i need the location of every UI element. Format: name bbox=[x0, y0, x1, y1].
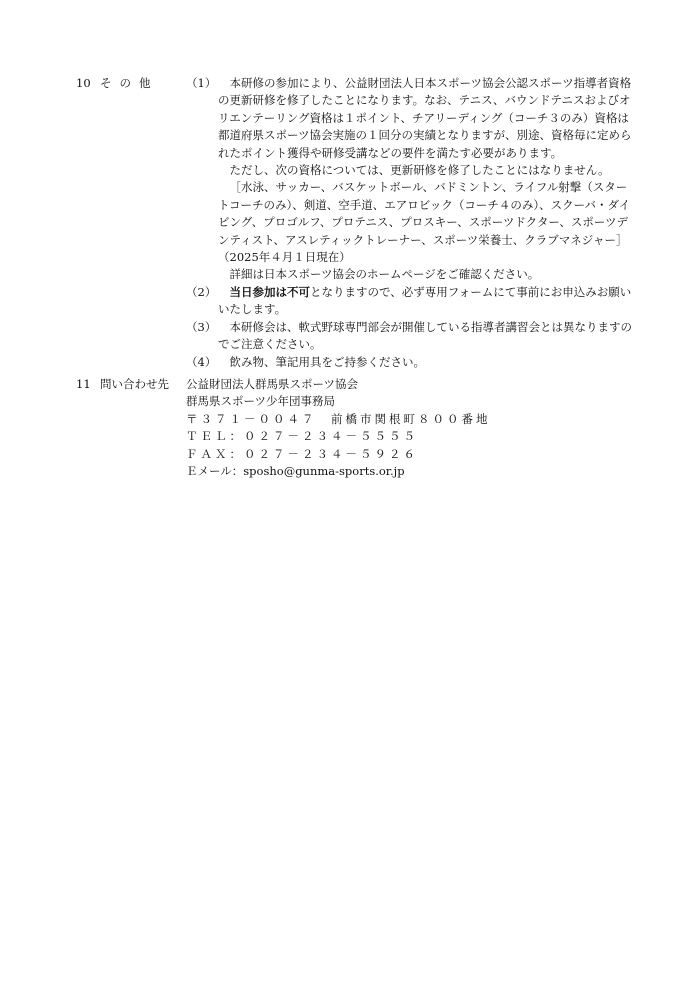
note-text: となりますので、必ず専用フォームにて事前にお申込みお願いいたします。 bbox=[218, 284, 632, 317]
contact-block bbox=[186, 376, 636, 480]
note-paragraph: ただし、次の資格については、更新研修を修了したことにはなりません。 bbox=[229, 163, 610, 178]
excluded-qualifications: ［水泳、サッカー、バスケットボール、バドミントン、ライフル射撃（スタートコーチのみ）、剣道、空手道、エアロビック（コーチ４のみ）、スクーバ・ダイビング、プロゴルフ、プロテニス、プロスキー、スポーツドクター、スポーツデンティスト、アスレティックトレーナー、スポーツ栄養士、クラブマネジャー］（2025年４月１日現在） bbox=[218, 180, 631, 265]
note-number: （3） bbox=[186, 319, 217, 334]
note-item-1 bbox=[186, 75, 636, 284]
note-item-3 bbox=[186, 319, 636, 354]
note-paragraph: 本研修会は、軟式野球専門部会が開催している指導者講習会とは異なりますのでご注意ください。 bbox=[218, 319, 632, 352]
section-number: 10 bbox=[76, 76, 91, 90]
note-item-2 bbox=[186, 284, 636, 319]
contact-address: 〒３７１－００４７ 前橋市関根町８００番地 bbox=[186, 411, 491, 426]
contact-fax: ＦＡＸ：０２７－２３４－５９２６ bbox=[186, 446, 418, 461]
contact-office: 群馬県スポーツ少年団事務局 bbox=[186, 394, 336, 409]
contact-email: Ｅメール：sposho@gunma-sports.or.jp bbox=[186, 464, 405, 479]
note-number: （1） bbox=[186, 76, 217, 90]
emphasis-text: 当日参加は不可 bbox=[229, 284, 310, 299]
contact-organization: 公益財団法人群馬県スポーツ協会 bbox=[186, 377, 359, 391]
section-number: 11 bbox=[76, 377, 91, 391]
note-item-4 bbox=[186, 354, 636, 371]
contact-tel: ＴＥＬ：０２７－２３４－５５５５ bbox=[186, 429, 418, 444]
note-number: （2） bbox=[186, 284, 217, 299]
notes-list bbox=[186, 75, 636, 371]
section-title: 問い合わせ先 bbox=[100, 377, 169, 391]
section-title: その他 bbox=[100, 76, 159, 90]
note-paragraph: 本研修の参加により、公益財団法人日本スポーツ協会公認スポーツ指導者資格の更新研修を修了したことになります。なお、テニス、バウンドテニスおよびオリエンテーリング資格は１ポイント、チアリーディング（コーチ３のみ）資格は都道府県スポーツ協会実施の１回分の実績となりますが、別途、資格毎に定められたポイント獲得や研修受講などの要件を満たす必要があります。 bbox=[218, 76, 632, 160]
note-paragraph: 飲み物、筆記用具をご持参ください。 bbox=[229, 354, 425, 369]
note-paragraph: 詳細は日本スポーツ協会のホームページをご確認ください。 bbox=[229, 267, 540, 282]
note-number: （4） bbox=[186, 354, 217, 369]
note-paragraph bbox=[218, 284, 636, 319]
